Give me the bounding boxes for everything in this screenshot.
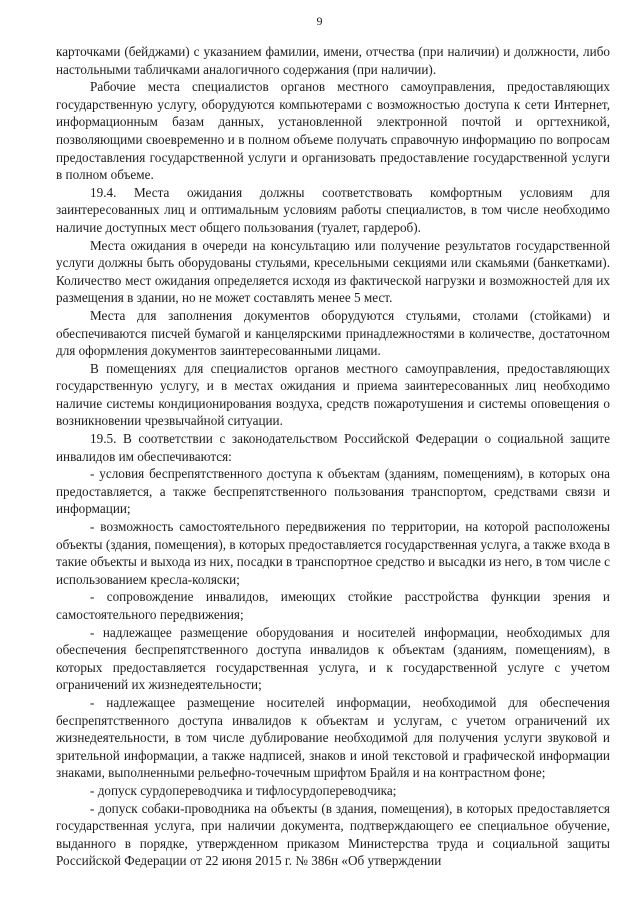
paragraph-workplaces: Рабочие места специалистов органов местного самоуправления, предоставляющих государственную услугу, оборудуются компьютерами с возможностью доступа к сети Интернет, информационным базам данных, установленной электронной почтой и оргтехникой, позволяющими своевременно и в полном объеме получать справочную информацию по вопросам предоставления государственной услуги и организовать предоставление государственной услуги в полном объеме. <box>56 79 610 183</box>
list-item-sign-interpreter: - допуск сурдопереводчика и тифлосурдопереводчика; <box>90 782 397 798</box>
paragraph-waiting-seats: Места ожидания в очереди на консультацию или получение результатов государственной услуги должны быть оборудованы стульями, кресельными секциями или скамьями (банкетками). Количество мест ожидания определяется исходя из фактической нагрузки и возможностей для их размещения в здании, но не может составлять менее 5 мест. <box>56 237 610 306</box>
paragraph-19-4: 19.4. Места ожидания должны соответствовать комфортным условиям для заинтересованных лиц и оптимальным условиям работы специалистов, в том числе необходимо наличие доступных мест общего пользования (туалет, гардероб). <box>56 184 610 235</box>
list-item-access-conditions: - условия беспрепятственного доступа к объектам (зданиям, помещениям), в которых она предоставляется, а также беспрепятственного пользования транспортом, средствами связи и информации; <box>56 466 610 517</box>
paragraph-air-conditioning: В помещениях для специалистов органов местного самоуправления, предоставляющих государственную услугу, и в местах ожидания и приема заинтересованных лиц необходимо наличие системы кондиционирования воздуха, средств пожаротушения и системы оповещения о возникновении чрезвычайной ситуации. <box>56 360 610 429</box>
list-item-equipment-placement: - надлежащее размещение оборудования и носителей информации, необходимых для обеспечения беспрепятственного доступа инвалидов к объектам (зданиям, помещениям), в которых предоставляется государственная услуга, и к государственной услуге с учетом ограничений их жизнедеятельности; <box>56 624 610 693</box>
document-body <box>56 43 610 870</box>
list-item-guide-dog: - допуск собаки-проводника на объекты (в здания, помещения), в которых предоставляется государственная услуга, при наличии документа, подтверждающего ее специальное обучение, выданного в порядке, утвержденном приказом Министерства труда и социальной защиты Российской Федерации от 22 июня 2015 г. № 386н «Об утверждении <box>56 800 610 869</box>
list-item-information-carriers: - надлежащее размещение носителей информации, необходимой для обеспечения беспрепятственного доступа инвалидов к объектам и услугам, с учетом ограничений их жизнедеятельности, в том числе дублирование необходимой для получения услуги звуковой и зрительной информации, а также надписей, знаков и иной текстовой и графической информации знаками, выполненными рельефно-точечным шрифтом Брайля и на контрастном фоне; <box>56 694 610 781</box>
paragraph-document-filling: Места для заполнения документов оборудуются стульями, столами (стойками) и обеспечиваются писчей бумагой и канцелярскими принадлежностями в количестве, достаточном для оформления документов заинтересованными лицами. <box>56 307 610 359</box>
list-item-independent-movement: - возможность самостоятельного передвижения по территории, на которой расположены объекты (здания, помещения), в которых предоставляется государственная услуга, а также входа в такие объекты и выхода из них, посадки в транспортное средство и высадки из него, в том числе с использованием кресла-коляски; <box>56 519 610 587</box>
paragraph-19-5: 19.5. В соответствии с законодательством Российской Федерации о социальной защите инвалидов им обеспечиваются: <box>56 431 610 464</box>
list-item-escort: - сопровождение инвалидов, имеющих стойкие расстройства функции зрения и самостоятельного передвижения; <box>56 589 610 622</box>
paragraph-continuation: карточками (бейджами) с указанием фамилии, имени, отчества (при наличии) и должности, либо настольными табличками аналогичного содержания (при наличии). <box>56 44 610 77</box>
page-number: 9 <box>316 14 323 28</box>
